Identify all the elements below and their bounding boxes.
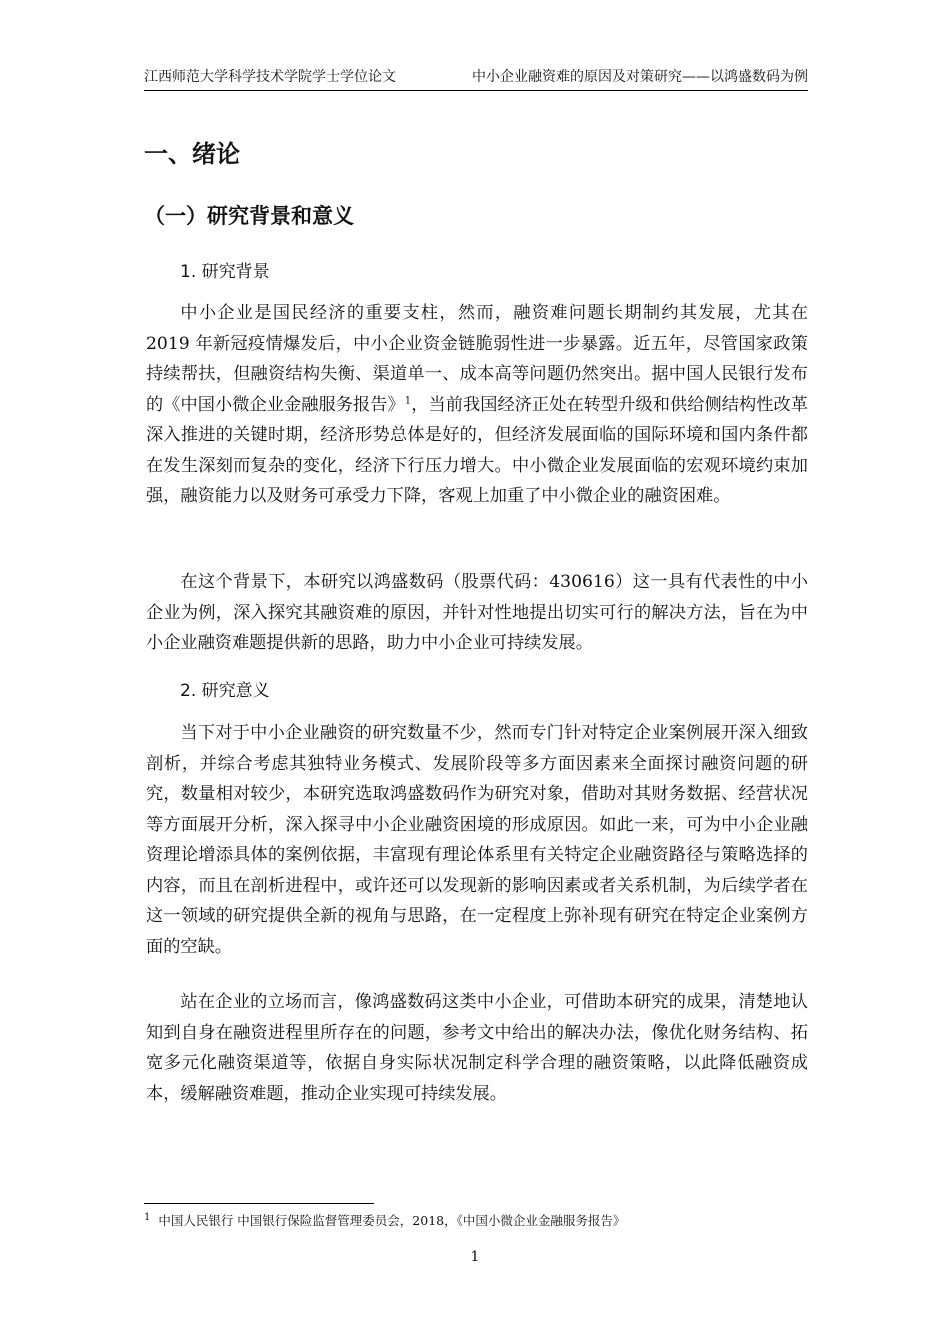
chapter-title: 一、绪论 <box>144 140 240 168</box>
paragraph-background-2: 在这个背景下，本研究以鸿盛数码（股票代码：430616）这一具有代表性的中小企业为例，深入探究其融资难的原因，并针对性地提出切实可行的解决方法，旨在为中小企业融资难题提供新的思路，助力中小企业可持续发展。 <box>146 572 808 653</box>
page-number: 1 <box>470 1249 480 1265</box>
footnote <box>144 1211 625 1231</box>
subsection-title-significance: 2. 研究意义 <box>180 681 270 701</box>
paragraph-significance-1: 当下对于中小企业融资的研究数量不少，然而专门针对特定企业案例展开深入细致剖析，并综合考虑其独特业务模式、发展阶段等多方面因素来全面探讨融资问题的研究，数量相对较少，本研究选取鸿盛数码作为研究对象，借助对其财务数据、经营状况等方面展开分析，深入探寻中小企业融资困境的形成原因。如此一来，可为中小企业融资理论增添具体的案例依据，丰富现有理论体系里有关特定企业融资路径与策略选择的内容，而且在剖析进程中，或许还可以发现新的影响因素或者关系机制，为后续学者在这一领域的研究提供全新的视角与思路，在一定程度上弥补现有研究在特定企业案例方面的空缺。 <box>146 723 808 957</box>
header-thesis-title: 中小企业融资难的原因及对策研究——以鸿盛数码为例 <box>472 69 808 85</box>
paragraph-background-1 <box>146 298 808 512</box>
footnote-text: 中国人民银行 中国银行保险监督管理委员会，2018，《中国小微企业金融服务报告》 <box>158 1213 626 1228</box>
paragraph-background-1-part-a: 中小企业是国民经济的重要支柱，然而，融资难问题长期制约其发展，尤其在 2019 年新冠疫情爆发后，中小企业资金链脆弱性进一步暴露。近五年，尽管国家政策持续帮扶，但融资结构失衡、渠道单一、成本高等问题仍然突出。据中国人民银行发布的《中国小微企业金融服务报告》 <box>146 303 808 415</box>
footnote-divider <box>144 1203 374 1204</box>
footnote-mark: 1 <box>144 1211 151 1223</box>
footnote-reference: 1 <box>404 394 412 406</box>
header-school: 江西师范大学科学技术学院学士学位论文 <box>144 69 396 85</box>
paragraph-background-1-part-b: ，当前我国经济正处在转型升级和供给侧结构性改革深入推进的关键时期，经济形势总体是好的，但经济发展面临的国际环境和国内条件都在发生深刻而复杂的变化，经济下行压力增大。中小微企业发展面临的宏观环境约束加强，融资能力以及财务可承受力下降，客观上加重了中小微企业的融资困难。 <box>146 394 808 506</box>
subsection-title-background: 1. 研究背景 <box>180 262 270 282</box>
running-header <box>144 66 808 91</box>
paragraph-significance-2: 站在企业的立场而言，像鸿盛数码这类中小企业，可借助本研究的成果，清楚地认知到自身在融资进程里所存在的问题，参考文中给出的解决办法，像优化财务结构、拓宽多元化融资渠道等，依据自身实际状况制定科学合理的融资策略，以此降低融资成本，缓解融资难题，推动企业实现可持续发展。 <box>146 992 808 1104</box>
section-title: （一）研究背景和意义 <box>144 204 354 228</box>
